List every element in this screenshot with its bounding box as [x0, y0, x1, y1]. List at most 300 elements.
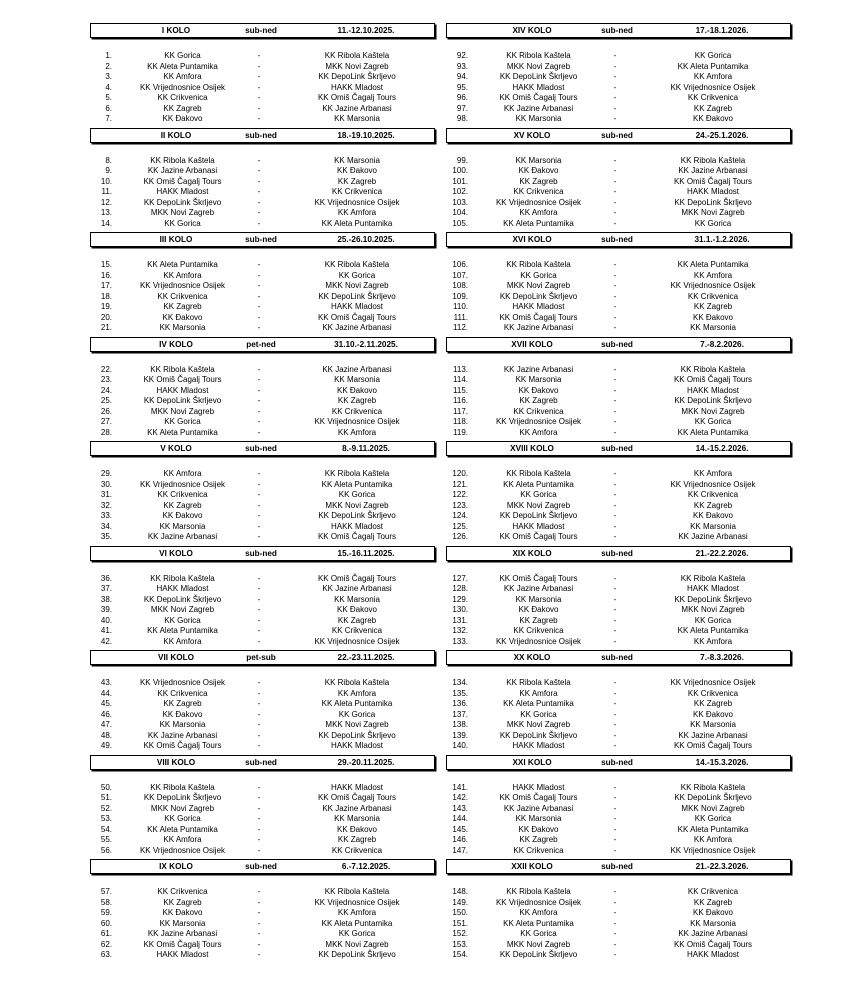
away-team: KK Marsonia — [334, 155, 380, 165]
match-separator: - — [613, 82, 617, 92]
away-team: KK Marsonia — [334, 594, 380, 604]
match-separator: - — [257, 155, 261, 165]
match-separator: - — [613, 688, 617, 698]
match-number: 2. — [105, 61, 112, 71]
match-number: 1. — [105, 51, 112, 60]
round-date: 21.-22.2.2026. — [695, 548, 749, 558]
match-separator: - — [613, 939, 617, 949]
away-team: KK Aleta Puntamika — [321, 699, 393, 708]
match-number: 108. — [452, 281, 468, 290]
match-number: 27. — [100, 417, 112, 426]
match-row — [446, 626, 793, 637]
home-team: MKK Novi Zagreb — [506, 61, 571, 71]
match-separator: - — [257, 187, 261, 196]
round-days: sub-ned — [601, 235, 633, 244]
home-team: KK Omiš Čagalj Tours — [499, 793, 578, 802]
home-team: KK Aleta Puntamika — [503, 918, 574, 928]
match-row — [90, 417, 437, 428]
round-header — [446, 755, 791, 770]
round-days: sub-ned — [245, 757, 277, 767]
away-team: KK Đakovo — [336, 824, 378, 834]
home-team: KK DepoLink Škrljevo — [143, 396, 222, 405]
match-list — [90, 51, 437, 125]
match-number: 61. — [100, 929, 112, 938]
home-team: KK Vrijednosnice Osijek — [139, 678, 226, 687]
match-separator: - — [257, 678, 261, 687]
match-separator: - — [257, 835, 261, 844]
round-header — [446, 546, 791, 561]
round-date: 11.-12.10.2025. — [337, 26, 395, 35]
match-separator: - — [613, 573, 617, 583]
away-team: KK Gorica — [338, 929, 376, 938]
away-team: KK Jazine Arbanasi — [322, 103, 392, 113]
match-number: 121. — [452, 479, 468, 489]
away-team: KK Jazine Arbanasi — [678, 532, 748, 541]
home-team: KK Omiš Čagalj Tours — [143, 741, 222, 750]
match-separator: - — [613, 521, 617, 531]
away-team: KK Vrijednosnice Osijek — [314, 897, 400, 907]
match-number: 147. — [452, 845, 468, 855]
match-row — [446, 835, 793, 846]
round-days: sub-ned — [601, 26, 633, 35]
round-header — [90, 337, 435, 352]
match-number: 122. — [452, 490, 468, 499]
match-separator: - — [613, 375, 617, 384]
away-team: KK Aleta Puntamika — [677, 427, 749, 437]
match-separator: - — [613, 897, 617, 907]
match-separator: - — [613, 709, 617, 719]
match-number: 13. — [100, 208, 112, 217]
home-team: HAKK Mladost — [156, 950, 209, 959]
round-header — [446, 650, 791, 665]
match-row — [90, 469, 437, 480]
match-row — [446, 584, 793, 595]
home-team: KK Zagreb — [163, 699, 202, 708]
away-team: KK Vrijednosnice Osijek — [670, 479, 756, 489]
match-row — [90, 198, 437, 209]
away-team: KK Omiš Čagalj Tours — [317, 532, 397, 541]
home-team: MKK Novi Zagreb — [150, 406, 215, 416]
match-separator: - — [257, 375, 261, 384]
home-team: KK DepoLink Škrljevo — [499, 950, 578, 959]
away-team: KK Đakovo — [692, 114, 734, 123]
round-name: XVI KOLO — [512, 235, 552, 244]
match-number: 11. — [101, 187, 112, 196]
round-block — [446, 755, 793, 860]
home-team: KK Ribola Kaštela — [150, 573, 215, 583]
home-team: KK Vrijednosnice Osijek — [139, 479, 226, 489]
match-list — [90, 260, 437, 334]
away-team: KK DepoLink Škrljevo — [674, 793, 752, 802]
round-name: XIV KOLO — [512, 26, 552, 35]
home-team: KK DepoLink Škrljevo — [499, 72, 578, 81]
match-row — [446, 281, 793, 292]
match-row — [90, 407, 437, 418]
home-team: KK Omiš Čagalj Tours — [143, 375, 222, 384]
home-team: KK Gorica — [164, 51, 201, 60]
match-separator: - — [613, 51, 617, 60]
away-team: KK Omiš Čagalj Tours — [673, 741, 753, 750]
match-list — [446, 469, 793, 543]
round-name: XVIII KOLO — [510, 444, 554, 453]
match-row — [446, 678, 793, 689]
match-number: 96. — [456, 93, 468, 102]
away-team: KK Vrijednosnice Osijek — [670, 678, 756, 687]
match-number: 46. — [100, 709, 112, 719]
match-list — [90, 887, 437, 961]
home-team: KK Marsonia — [515, 814, 562, 823]
home-team: KK Gorica — [520, 490, 557, 499]
home-team: KK Đakovo — [162, 312, 203, 322]
away-team: KK Gorica — [694, 417, 732, 426]
away-team: KK Đakovo — [692, 709, 734, 719]
match-list — [90, 574, 437, 648]
match-row — [90, 292, 437, 303]
match-row — [446, 83, 793, 94]
schedule-column-right — [446, 23, 793, 964]
match-row — [446, 208, 793, 219]
away-team: KK Aleta Puntamika — [321, 918, 393, 928]
round-block — [446, 441, 793, 546]
match-separator: - — [613, 500, 617, 510]
away-team: KK Gorica — [338, 709, 376, 719]
match-separator: - — [257, 364, 261, 374]
match-number: 103. — [452, 197, 468, 207]
match-row — [90, 929, 437, 940]
match-separator: - — [613, 61, 617, 71]
match-number: 22. — [100, 364, 112, 374]
match-number: 129. — [452, 594, 468, 604]
match-row — [446, 699, 793, 710]
match-separator: - — [257, 312, 261, 322]
match-separator: - — [613, 741, 617, 750]
home-team: KK Vrijednosnice Osijek — [495, 197, 582, 207]
match-number: 6. — [105, 103, 112, 113]
match-separator: - — [257, 573, 261, 583]
match-row — [446, 574, 793, 585]
match-separator: - — [613, 626, 617, 635]
away-team: KK Amfora — [337, 908, 377, 917]
round-block — [90, 337, 437, 442]
match-separator: - — [257, 176, 261, 186]
round-header — [90, 546, 435, 561]
home-team: KK Đakovo — [162, 114, 203, 123]
match-number: 136. — [452, 699, 468, 708]
match-separator: - — [257, 406, 261, 416]
match-row — [90, 793, 437, 804]
round-days: sub-ned — [601, 339, 633, 349]
match-row — [446, 605, 793, 616]
match-row — [90, 825, 437, 836]
away-team: KK Aleta Puntamika — [677, 61, 749, 71]
match-separator: - — [257, 114, 261, 123]
away-team: KK Đakovo — [336, 166, 378, 175]
match-number: 100. — [452, 166, 468, 175]
match-row — [90, 271, 437, 282]
home-team: KK Đakovo — [518, 605, 559, 614]
round-date: 14.-15.2.2026. — [695, 444, 749, 453]
match-number: 5. — [105, 93, 112, 102]
round-block — [446, 232, 793, 337]
away-team: KK Marsonia — [334, 375, 380, 384]
match-number: 41. — [100, 626, 112, 635]
match-number: 20. — [100, 312, 112, 322]
match-number: 56. — [100, 845, 112, 855]
away-team: KK Marsonia — [690, 521, 736, 531]
schedule-column-left — [90, 23, 437, 964]
match-row — [90, 187, 437, 198]
home-team: HAKK Mladost — [156, 187, 209, 196]
away-team: KK Crikvenica — [331, 406, 383, 416]
home-team: KK Jazine Arbanasi — [503, 803, 574, 813]
away-team: KK Amfora — [693, 270, 733, 280]
home-team: KK Aleta Puntamika — [147, 427, 218, 437]
home-team: KK Ribola Kaštela — [506, 260, 571, 269]
home-team: KK DepoLink Škrljevo — [499, 291, 578, 301]
round-name: XXII KOLO — [511, 862, 553, 871]
home-team: KK DepoLink Škrljevo — [499, 511, 578, 520]
away-team: MKK Novi Zagreb — [681, 406, 745, 416]
home-team: KK Jazine Arbanasi — [503, 103, 574, 113]
match-number: 131. — [452, 615, 468, 625]
home-team: KK DepoLink Škrljevo — [143, 793, 222, 802]
match-separator: - — [613, 208, 617, 217]
match-separator: - — [257, 197, 261, 207]
match-row — [90, 919, 437, 930]
match-row — [90, 731, 437, 742]
match-row — [446, 156, 793, 167]
match-row — [90, 783, 437, 794]
round-header — [446, 232, 791, 247]
match-separator: - — [613, 479, 617, 489]
round-name: I KOLO — [161, 26, 191, 35]
match-row — [446, 51, 793, 62]
home-team: KK Amfora — [163, 835, 202, 844]
round-days: pet-ned — [246, 339, 276, 349]
match-separator: - — [613, 281, 617, 290]
match-separator: - — [257, 82, 261, 92]
match-row — [90, 940, 437, 951]
away-team: KK DepoLink Škrljevo — [674, 197, 752, 207]
match-row — [90, 511, 437, 522]
away-team: KK Gorica — [694, 51, 732, 60]
round-days: sub-ned — [245, 862, 277, 871]
match-number: 29. — [100, 469, 112, 478]
home-team: MKK Novi Zagreb — [506, 939, 571, 949]
away-team: KK Aleta Puntamika — [677, 626, 749, 635]
match-row — [446, 187, 793, 198]
match-separator: - — [613, 323, 617, 332]
away-team: KK DepoLink Škrljevo — [674, 396, 752, 405]
round-header — [446, 337, 791, 352]
match-row — [446, 417, 793, 428]
match-number: 104. — [452, 208, 468, 217]
match-row — [446, 637, 793, 648]
match-number: 99. — [456, 155, 468, 165]
home-team: KK Zagreb — [163, 302, 202, 311]
round-block — [90, 441, 437, 546]
match-separator: - — [613, 302, 617, 311]
home-team: HAKK Mladost — [512, 741, 565, 750]
match-separator: - — [257, 688, 261, 698]
home-team: KK Đakovo — [518, 824, 559, 834]
match-row — [446, 731, 793, 742]
match-separator: - — [257, 918, 261, 928]
match-row — [446, 490, 793, 501]
match-separator: - — [257, 793, 261, 802]
away-team: KK Crikvenica — [331, 845, 383, 855]
home-team: KK Amfora — [519, 688, 558, 698]
match-number: 111. — [453, 312, 468, 322]
away-team: MKK Novi Zagreb — [681, 208, 745, 217]
match-number: 33. — [100, 511, 112, 520]
match-number: 137. — [452, 709, 468, 719]
match-number: 49. — [100, 741, 112, 750]
match-number: 92. — [456, 51, 468, 60]
match-separator: - — [257, 929, 261, 938]
away-team: KK Jazine Arbanasi — [678, 929, 748, 938]
match-number: 116. — [453, 396, 468, 405]
match-row — [90, 219, 437, 230]
match-number: 8. — [105, 155, 112, 165]
away-team: KK DepoLink Škrljevo — [318, 511, 396, 520]
round-name: VIII KOLO — [156, 757, 196, 767]
match-separator: - — [257, 845, 261, 855]
home-team: KK Vrijednosnice Osijek — [495, 897, 582, 907]
match-separator: - — [257, 51, 261, 60]
round-header — [90, 755, 435, 770]
match-separator: - — [613, 699, 617, 708]
match-separator: - — [613, 678, 617, 687]
match-number: 142. — [452, 793, 468, 802]
home-team: KK Crikvenica — [513, 626, 564, 635]
match-separator: - — [257, 208, 261, 217]
away-team: KK Omiš Čagalj Tours — [673, 375, 753, 384]
away-team: KK Marsonia — [334, 814, 380, 823]
match-separator: - — [613, 720, 617, 729]
match-separator: - — [613, 615, 617, 625]
match-separator: - — [257, 741, 261, 750]
home-team: KK DepoLink Škrljevo — [499, 730, 578, 740]
match-number: 53. — [100, 814, 112, 823]
home-team: KK Zagreb — [519, 396, 558, 405]
away-team: KK Aleta Puntamika — [677, 824, 749, 834]
home-team: KK Amfora — [163, 469, 202, 478]
match-row — [90, 637, 437, 648]
match-row — [446, 522, 793, 533]
match-row — [446, 950, 793, 961]
match-separator: - — [257, 427, 261, 437]
match-number: 151. — [452, 918, 468, 928]
home-team: KK Crikvenica — [157, 291, 208, 301]
match-separator: - — [257, 270, 261, 280]
match-row — [90, 741, 437, 752]
round-date: 8.-9.11.2025. — [342, 444, 390, 453]
round-name: XIX KOLO — [512, 548, 552, 558]
match-list — [90, 156, 437, 230]
match-number: 106. — [452, 260, 468, 269]
match-number: 38. — [100, 594, 112, 604]
match-row — [90, 428, 437, 439]
match-number: 15. — [100, 260, 112, 269]
home-team: KK Omiš Čagalj Tours — [143, 176, 222, 186]
match-separator: - — [613, 793, 617, 802]
home-team: KK Marsonia — [515, 594, 562, 604]
match-list — [90, 365, 437, 439]
match-row — [446, 323, 793, 334]
match-number: 51. — [100, 793, 112, 802]
match-number: 112. — [453, 323, 468, 332]
match-number: 110. — [453, 302, 468, 311]
match-number: 143. — [452, 803, 468, 813]
match-list — [446, 887, 793, 961]
match-separator: - — [257, 302, 261, 311]
match-number: 125. — [452, 521, 468, 531]
home-team: KK Ribola Kaštela — [506, 51, 571, 60]
round-date: 14.-15.3.2026. — [695, 757, 749, 767]
match-number: 52. — [100, 803, 112, 813]
away-team: KK DepoLink Škrljevo — [318, 72, 396, 81]
match-row — [446, 292, 793, 303]
match-row — [446, 898, 793, 909]
match-separator: - — [613, 260, 617, 269]
home-team: KK Vrijednosnice Osijek — [495, 636, 582, 646]
away-team: KK Jazine Arbanasi — [678, 166, 748, 175]
away-team: KK Đakovo — [692, 312, 734, 322]
away-team: KK Vrijednosnice Osijek — [670, 845, 756, 855]
match-number: 50. — [100, 782, 112, 792]
match-row — [446, 814, 793, 825]
away-team: KK Ribola Kaštela — [324, 260, 390, 269]
round-name: VII KOLO — [158, 653, 194, 662]
match-row — [446, 908, 793, 919]
home-team: KK Crikvenica — [157, 490, 208, 499]
match-number: 12. — [100, 197, 112, 207]
away-team: KK Omiš Čagalj Tours — [317, 93, 397, 102]
round-header — [90, 128, 435, 143]
match-list — [90, 678, 437, 752]
away-team: KK Aleta Puntamika — [677, 260, 749, 269]
match-number: 149. — [452, 897, 468, 907]
away-team: KK Vrijednosnice Osijek — [314, 636, 400, 646]
match-number: 133. — [452, 636, 468, 646]
away-team: KK Marsonia — [690, 720, 736, 729]
away-team: KK Ribola Kaštela — [324, 51, 390, 60]
away-team: KK Amfora — [337, 208, 377, 217]
match-number: 42. — [100, 636, 112, 646]
round-name: III KOLO — [159, 235, 193, 244]
match-separator: - — [257, 532, 261, 541]
home-team: KK Ribola Kaštela — [150, 782, 215, 792]
home-team: KK Marsonia — [515, 155, 562, 165]
match-number: 117. — [453, 406, 468, 416]
away-team: KK Đakovo — [692, 908, 734, 917]
away-team: KK Zagreb — [337, 615, 377, 625]
home-team: KK Aleta Puntamika — [147, 61, 218, 71]
match-number: 9. — [105, 166, 112, 175]
match-separator: - — [257, 260, 261, 269]
round-block — [446, 650, 793, 755]
match-row — [446, 198, 793, 209]
match-separator: - — [257, 594, 261, 604]
away-team: KK Zagreb — [337, 396, 377, 405]
away-team: HAKK Mladost — [330, 302, 384, 311]
away-team: KK Omiš Čagalj Tours — [673, 939, 753, 949]
round-block — [90, 546, 437, 651]
home-team: KK Aleta Puntamika — [503, 479, 574, 489]
match-separator: - — [613, 166, 617, 175]
round-name: II KOLO — [160, 130, 192, 140]
